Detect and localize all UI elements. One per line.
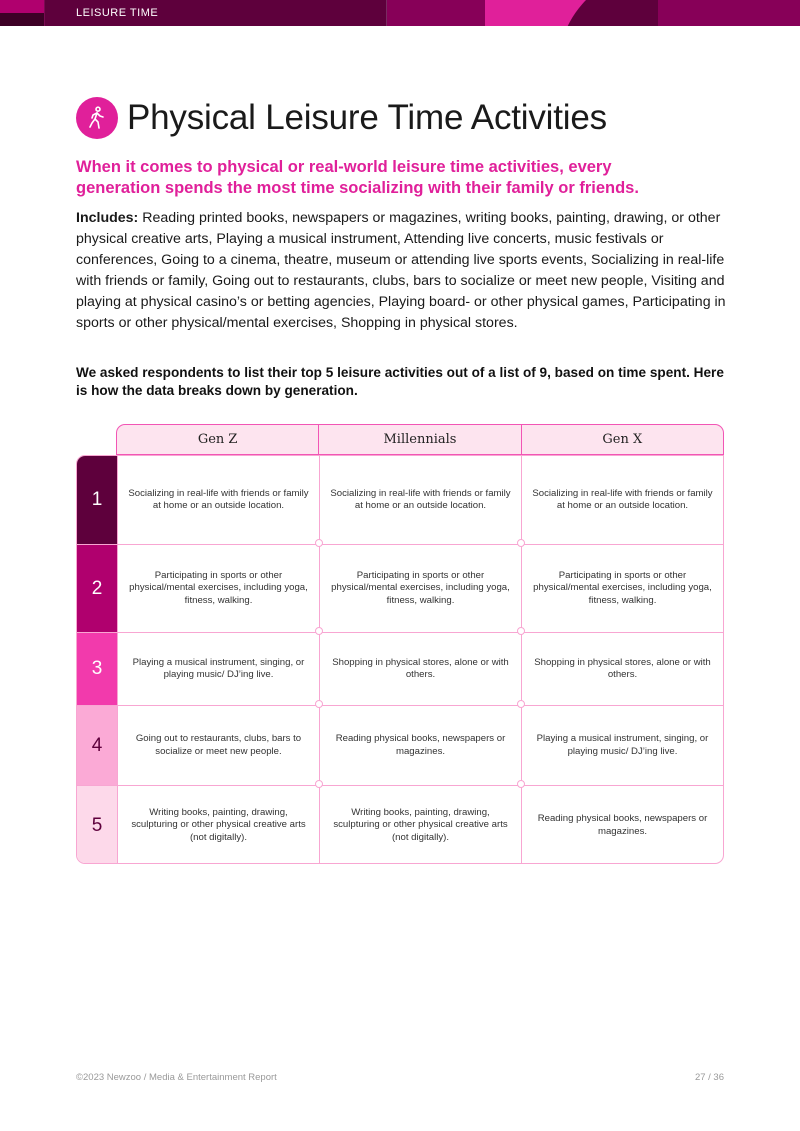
table-header: [116, 424, 724, 455]
includes-text: Reading printed books, newspapers or magazines, writing books, painting, drawing, or other physical creative arts, Playing a musical instrument, Attending live concerts, music festivals or conferences, Going to a cinema, theatre, museum or attending live sports events, Socializing in real-life with friends or family, Going out to restaurants, clubs, bars to socialize or meet new people, Visiting and playing at physical casino’s or betting agencies, Playing board- or other physical games, Participating in sports or other physical/mental exercises, Shopping in physical stores.: [76, 210, 726, 331]
section-header-bar: [0, 0, 800, 26]
table-cell: Writing books, painting, drawing, sculpturing or other physical creative arts (not digitally).: [117, 786, 319, 864]
header-decoration: [0, 0, 44, 13]
grid-junction-dot: [315, 780, 323, 788]
column-header-gen-z: Gen Z: [197, 432, 238, 447]
table-row: [77, 544, 723, 632]
header-decoration: [0, 13, 44, 26]
table-row: [77, 785, 723, 864]
table-body: [76, 455, 724, 864]
table-cell: Reading physical books, newspapers or magazines.: [521, 786, 723, 864]
walking-person-icon: [76, 97, 118, 139]
table-cell: Going out to restaurants, clubs, bars to socialize or meet new people.: [117, 706, 319, 785]
table-cell: Playing a musical instrument, singing, or playing music/ DJ’ing live.: [521, 706, 723, 785]
table-cell: Socializing in real-life with friends or family at home or an outside location.: [521, 456, 723, 544]
table-cell: Participating in sports or other physical/mental exercises, including yoga, fitness, walking.: [319, 545, 521, 632]
footer-copyright: ©2023 Newzoo / Media & Entertainment Report: [76, 1072, 277, 1083]
rank-badge: 1: [77, 456, 117, 544]
grid-junction-dot: [315, 700, 323, 708]
column-header-millennials: Millennials: [318, 425, 520, 454]
grid-junction-dot: [315, 627, 323, 635]
table-row: [77, 705, 723, 785]
rank-badge: 3: [77, 633, 117, 705]
header-decoration: [658, 0, 800, 26]
table-cell: Writing books, painting, drawing, sculpturing or other physical creative arts (not digitally).: [319, 786, 521, 864]
rank-badge: 5: [77, 786, 117, 864]
table-cell: Reading physical books, newspapers or magazines.: [319, 706, 521, 785]
table-cell: Shopping in physical stores, alone or with others.: [319, 633, 521, 705]
grid-junction-dot: [517, 700, 525, 708]
table-cell: Shopping in physical stores, alone or with others.: [521, 633, 723, 705]
grid-junction-dot: [517, 627, 525, 635]
rank-badge: 2: [77, 545, 117, 632]
column-header-gen-x: Gen X: [521, 425, 723, 454]
grid-junction-dot: [517, 539, 525, 547]
includes-paragraph: [76, 208, 726, 334]
table-cell: Participating in sports or other physical/mental exercises, including yoga, fitness, walking.: [521, 545, 723, 632]
table-row: [77, 456, 723, 544]
intro-paragraph: We asked respondents to list their top 5 leisure activities out of a list of 9, based on time spent. Here is how the data breaks down by generation.: [76, 365, 724, 398]
page-title: Physical Leisure Time Activities: [127, 98, 607, 137]
rank-badge: 4: [77, 706, 117, 785]
section-label: LEISURE TIME: [76, 7, 159, 19]
header-decoration: [485, 0, 658, 26]
grid-junction-dot: [517, 780, 525, 788]
table-cell: Socializing in real-life with friends or family at home or an outside location.: [117, 456, 319, 544]
grid-junction-dot: [315, 539, 323, 547]
table-cell: Participating in sports or other physical/mental exercises, including yoga, fitness, walking.: [117, 545, 319, 632]
table-cell: Socializing in real-life with friends or family at home or an outside location.: [319, 456, 521, 544]
table-row: [77, 632, 723, 705]
includes-label: Includes:: [76, 210, 139, 226]
subtitle: When it comes to physical or real-world leisure time activities, every generation spends the most time socializing with their family or friends.: [76, 158, 639, 197]
page-title-row: [76, 97, 607, 139]
table-cell: Playing a musical instrument, singing, or playing music/ DJ’ing live.: [117, 633, 319, 705]
header-decoration: [386, 0, 485, 26]
page-number: 27 / 36: [694, 1072, 724, 1083]
